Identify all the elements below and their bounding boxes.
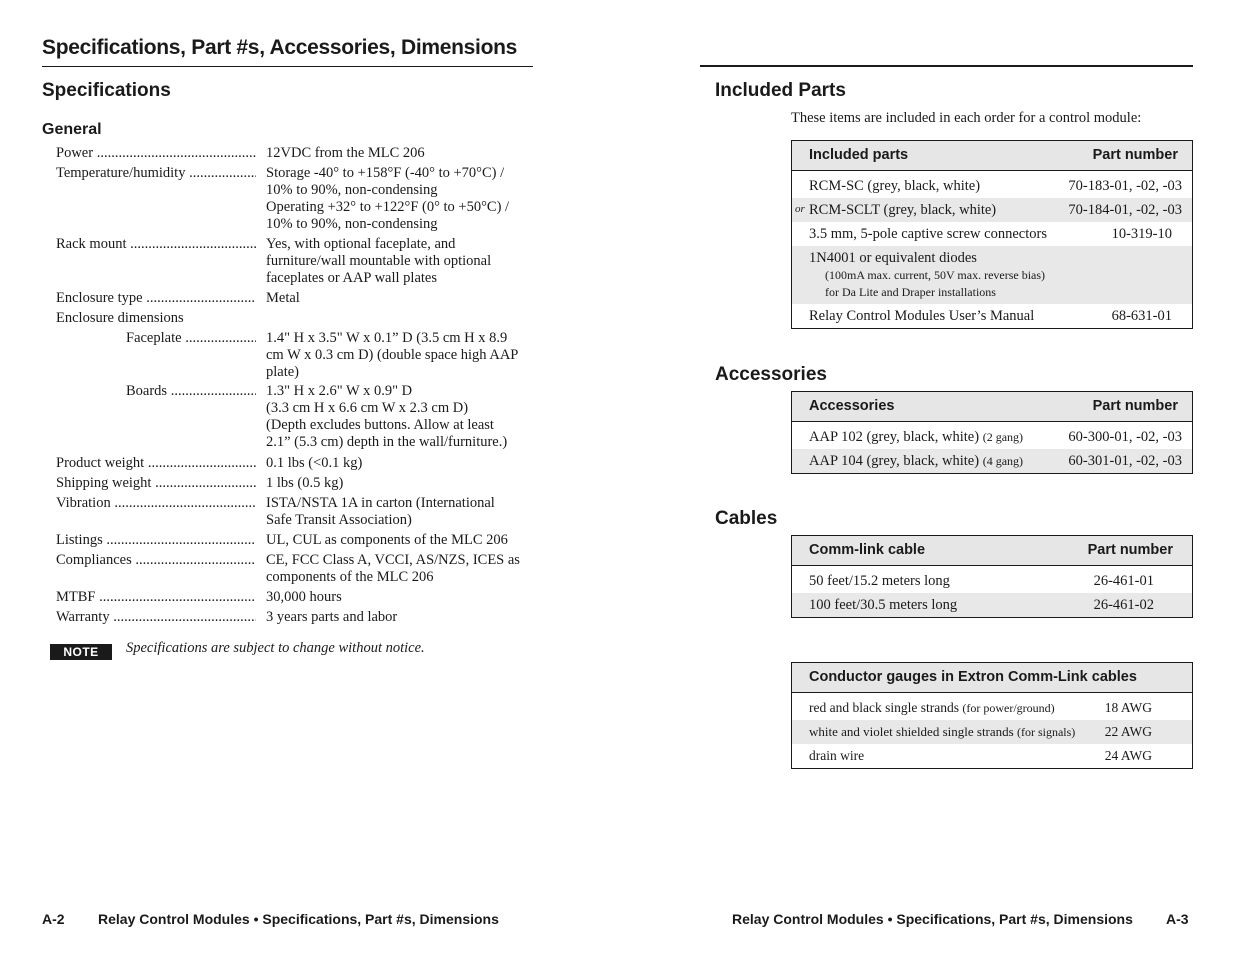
accessories-table [791, 391, 1193, 474]
table-row [792, 222, 1192, 246]
spec-value: components of the MLC 206 [266, 569, 434, 585]
spec-label: Compliances ..... [56, 552, 256, 569]
spec-value: faceplates or AAP wall plates [266, 270, 437, 286]
spec-label: Faceplate ..... [126, 330, 256, 347]
section-heading-included-parts: Included Parts [715, 80, 846, 101]
part-name: 3.5 mm, 5-pole captive screw connectors [809, 226, 1047, 242]
spec-value: 10% to 90%, non-condensing [266, 216, 438, 232]
table-row [792, 198, 1192, 222]
table-header [792, 141, 1192, 171]
title-rule [42, 66, 533, 67]
spec-label: Enclosure type ..... [56, 290, 256, 307]
spec-value: 0.1 lbs (<0.1 kg) [266, 455, 363, 471]
spec-label: Product weight ..... [56, 455, 256, 472]
footer-text: Relay Control Modules • Specifications, Part #s, Dimensions [98, 911, 499, 927]
spec-value: ISTA/NSTA 1A in carton (International [266, 495, 495, 511]
table-header [792, 392, 1192, 422]
spec-value: furniture/wall mountable with optional [266, 253, 492, 269]
page-title: Specifications, Part #s, Accessories, Dimensions [42, 36, 518, 59]
column-header: Part number [1087, 542, 1173, 558]
section-heading-specifications: Specifications [42, 80, 171, 101]
spec-value: Safe Transit Association) [266, 512, 412, 528]
note-text: Specifications are subject to change without notice. [126, 640, 425, 656]
footer-page-number: A-2 [42, 911, 65, 927]
part-number: 68-631-01 [1111, 308, 1172, 324]
column-header: Part number [1092, 398, 1178, 414]
column-header: Accessories [809, 398, 895, 414]
part-number: 26-461-01 [1093, 573, 1154, 589]
spec-value: cm W x 0.3 cm D) (double space high AAP [266, 347, 519, 363]
right-page [700, 0, 1193, 954]
spec-value: UL, CUL as components of the MLC 206 [266, 532, 508, 548]
conductor-name: red and black single strands (for power/ground) [809, 700, 1055, 715]
column-header: Included parts [809, 147, 909, 163]
table-row [792, 174, 1192, 198]
part-name: RCM-SC (grey, black, white) [809, 178, 981, 194]
spec-label: Vibration ..... [56, 495, 256, 512]
spec-label: Power ..... [56, 145, 256, 162]
spec-value: Metal [266, 290, 300, 306]
gauge-value: 22 AWG [1104, 724, 1152, 739]
table-header [792, 663, 1192, 693]
table-row [792, 593, 1192, 617]
conductor-name: drain wire [809, 748, 865, 763]
table-row [792, 304, 1192, 328]
spec-value: 1.3" H x 2.6" W x 0.9" D [266, 383, 413, 399]
table-row [792, 744, 1192, 768]
part-note: for Da Lite and Draper installations [825, 285, 996, 299]
table-row [792, 449, 1192, 473]
part-name: 1N4001 or equivalent diodes [809, 250, 977, 266]
top-rule [700, 65, 1193, 67]
table-row [792, 720, 1192, 744]
subsection-heading-general: General [42, 121, 102, 138]
spec-label: Enclosure dimensions [56, 310, 184, 326]
table-row [792, 246, 1192, 304]
spec-label: Shipping weight ..... [56, 475, 256, 492]
cable-name: 100 feet/30.5 meters long [809, 597, 958, 613]
footer-text: Relay Control Modules • Specifications, Part #s, Dimensions [732, 911, 1133, 927]
part-number: 60-300-01, -02, -03 [1068, 429, 1182, 445]
part-number: 10-319-10 [1111, 226, 1172, 242]
included-parts-table [791, 140, 1193, 329]
table-row [792, 425, 1192, 449]
spec-value: 30,000 hours [266, 589, 342, 605]
spec-value: 1 lbs (0.5 kg) [266, 475, 344, 491]
table-row [792, 569, 1192, 593]
gauge-value: 24 AWG [1104, 748, 1152, 763]
cable-name: 50 feet/15.2 meters long [809, 573, 950, 589]
gauge-value: 18 AWG [1104, 700, 1152, 715]
note-badge: NOTE [50, 644, 112, 660]
spec-value: CE, FCC Class A, VCCI, AS/NZS, ICES as [266, 552, 520, 568]
part-number: 60-301-01, -02, -03 [1068, 453, 1182, 469]
spec-label: Warranty ..... [56, 609, 256, 626]
part-note: (100mA max. current, 50V max. reverse bias) [825, 268, 1046, 282]
spec-value: 2.1” (5.3 cm) depth in the wall/furniture.) [266, 434, 508, 450]
spec-value: (Depth excludes buttons. Allow at least [266, 417, 494, 433]
spec-value: 12VDC from the MLC 206 [266, 145, 425, 161]
spec-label: Temperature/humidity ..... [56, 165, 256, 182]
column-header: Part number [1092, 147, 1178, 163]
accessory-name: AAP 102 (grey, black, white) (2 gang) [809, 429, 1024, 445]
spec-value: 10% to 90%, non-condensing [266, 182, 438, 198]
accessory-name: AAP 104 (grey, black, white) (4 gang) [809, 453, 1024, 469]
table-title: Conductor gauges in Extron Comm-Link cables [809, 669, 1137, 685]
part-name: RCM-SCLT (grey, black, white) [809, 202, 997, 218]
spec-value: Yes, with optional faceplate, and [266, 236, 456, 252]
or-label: or [795, 203, 805, 215]
footer-page-number: A-3 [1166, 911, 1189, 927]
spec-value: 3 years parts and labor [266, 609, 398, 625]
left-page [42, 0, 534, 954]
spec-value: (3.3 cm H x 6.6 cm W x 2.3 cm D) [266, 400, 469, 416]
spec-value: 1.4" H x 3.5" W x 0.1” D (3.5 cm H x 8.9 [266, 330, 508, 346]
column-header: Comm-link cable [809, 542, 926, 558]
conductor-gauges-table [791, 662, 1193, 769]
table-header [792, 536, 1192, 566]
spec-value: Operating +32° to +122°F (0° to +50°C) / [266, 199, 510, 215]
spec-label: Rack mount ..... [56, 236, 256, 253]
spec-label: Boards ..... [126, 383, 256, 400]
included-intro: These items are included in each order for a control module: [791, 110, 1142, 126]
section-heading-accessories: Accessories [715, 364, 827, 385]
spec-label: Listings ..... [56, 532, 256, 549]
spec-label: MTBF ..... [56, 589, 256, 606]
spec-value: plate) [266, 364, 300, 380]
part-number: 70-183-01, -02, -03 [1068, 178, 1182, 194]
part-number: 70-184-01, -02, -03 [1068, 202, 1182, 218]
part-number: 26-461-02 [1093, 597, 1154, 613]
table-row [792, 696, 1192, 720]
conductor-name: white and violet shielded single strands (for signals) [809, 724, 1076, 739]
section-heading-cables: Cables [715, 508, 778, 529]
cables-table [791, 535, 1193, 618]
spec-value: Storage -40° to +158°F (-40° to +70°C) / [266, 165, 505, 181]
part-name: Relay Control Modules User’s Manual [809, 308, 1035, 324]
